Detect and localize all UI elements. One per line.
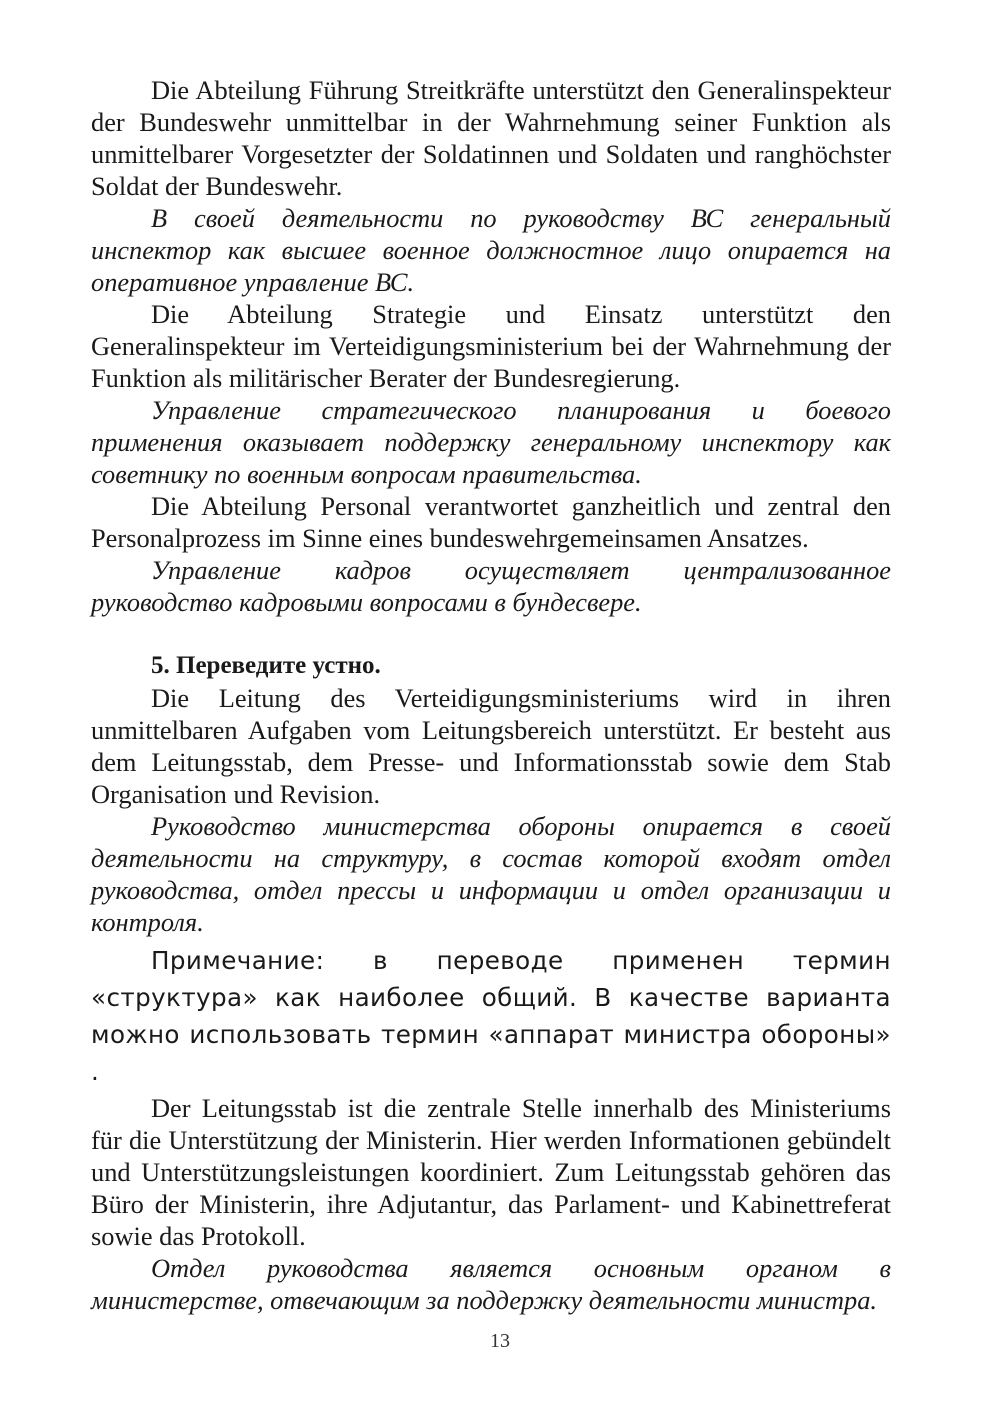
paragraph-german-leitung: Die Leitung des Verteidigungsministeriums wird in ihren unmittelbaren Aufgaben vom Leitungsbereich unterstützt. Er besteht aus dem Leitungsstab, dem Presse- und Informationsstab sowie dem Stab Organisation und Revision. (91, 683, 891, 809)
paragraph-german-strategie-einsatz: Die Abteilung Strategie und Einsatz unterstützt den Generalinspekteur im Verteidigungsministerium bei der Wahrnehmung der Funktion als militärischer Berater der Bundesregierung. (91, 299, 891, 393)
paragraph-russian-leitung: Руководство министерства обороны опирается в своей деятельности на структуру, в состав которой входят отдел руководства, отдел прессы и информации и отдел организации и контроля. (91, 811, 891, 937)
page-number: 13 (490, 1330, 510, 1352)
paragraph-german-personal: Die Abteilung Personal verantwortet ganzheitlich und zentral den Personalprozess im Sinne eines bundeswehrgemeinsamen Ansatzes. (91, 491, 891, 553)
paragraph-russian-translation-3: Управление кадров осуществляет централизованное руководство кадровыми вопросами в бундесвере. (91, 555, 891, 617)
paragraph-russian-translation-1: В своей деятельности по руководству ВС генеральный инспектор как высшее военное должностное лицо опирается на оперативное управление ВС. (91, 203, 891, 297)
paragraph-german-leitungsstab: Der Leitungsstab ist die zentrale Stelle innerhalb des Ministeriums für die Unterstützung der Ministerin. Hier werden Informationen gebündelt und Unterstützungsleistungen koordiniert. Zum Leitungsstab gehören das Büro der Ministerin, ihre Adjutantur, das Parlament- und Kabinettreferat sowie das Protokoll. (91, 1093, 891, 1251)
translation-note: Примечание: в переводе применен термин «структура» как наиболее общий. В качестве варианта можно использовать термин «аппарат министра обороны» . (91, 946, 891, 1086)
exercise-heading: 5. Переведите устно. (151, 652, 381, 679)
paragraph-russian-leitungsstab: Отдел руководства является основным органом в министерстве, отвечающим за поддержку деятельности министра. (91, 1253, 891, 1315)
document-page (91, 74, 891, 1316)
paragraph-russian-translation-2: Управление стратегического планирования и боевого применения оказывает поддержку генеральному инспектору как советнику по военным вопросам правительства. (91, 395, 891, 489)
paragraph-german-fuehrung-streitkraefte: Die Abteilung Führung Streitkräfte unterstützt den Generalinspekteur der Bundeswehr unmittelbar in der Wahrnehmung seiner Funktion als unmittelbarer Vorgesetzter der Soldatinnen und Soldaten und ranghöchster Soldat der Bundeswehr. (91, 75, 891, 201)
